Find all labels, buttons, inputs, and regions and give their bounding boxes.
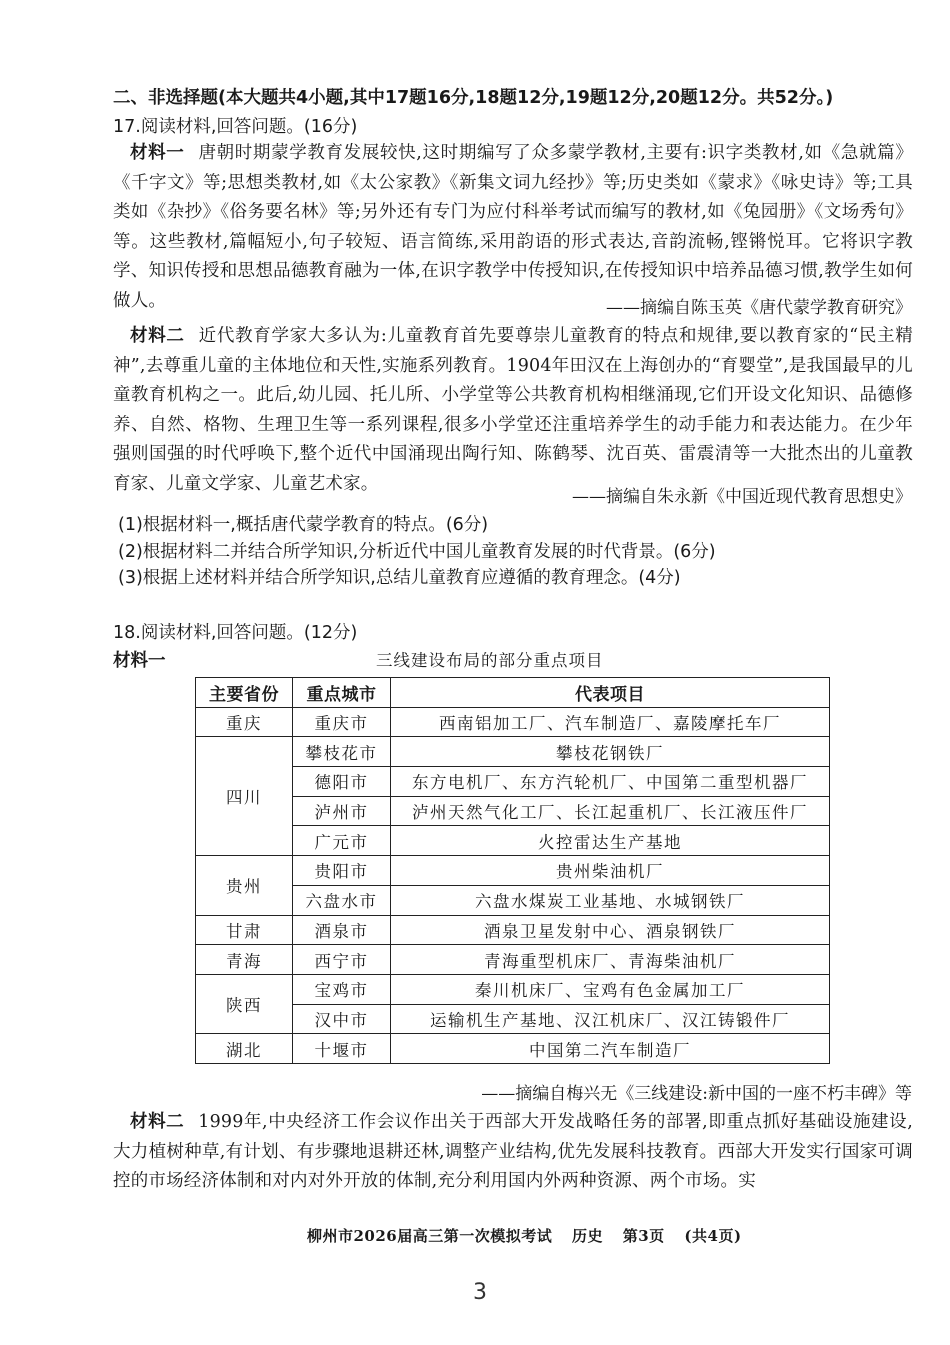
table-caption: 三线建设布局的部分重点项目 [376, 651, 604, 670]
city-cell: 重庆市 [293, 707, 391, 737]
projects-cell: 运输机生产基地、汉江机床厂、汉江铸锻件厂 [391, 1004, 830, 1034]
q17-question-1: (1)根据材料一,概括唐代蒙学教育的特点。(6分) [118, 515, 489, 535]
city-cell: 西宁市 [293, 945, 391, 975]
projects-cell: 西南铝加工厂、汽车制造厂、嘉陵摩托车厂 [391, 707, 830, 737]
q18-material1-source: ——摘编自梅兴无《三线建设:新中国的一座不朽丰碑》等 [481, 1084, 912, 1104]
q17-material2 [113, 322, 913, 499]
table-row [196, 974, 830, 1004]
footer-page: 第3页 [622, 1227, 665, 1245]
q17-question-3: (3)根据上述材料并结合所学知识,总结儿童教育应遵循的教育理念。(4分) [118, 568, 681, 588]
footer-subject: 历史 [571, 1227, 603, 1245]
projects-cell: 贵州柴油机厂 [391, 856, 830, 886]
q17-material2-source: ——摘编自朱永新《中国近现代教育思想史》 [572, 487, 912, 507]
header-city: 重点城市 [293, 678, 391, 708]
city-cell: 酒泉市 [293, 915, 391, 945]
q17-material1-source: ——摘编自陈玉英《唐代蒙学教育研究》 [606, 298, 912, 318]
province-cell: 重庆 [196, 707, 293, 737]
material-label: 材料二 [130, 1112, 185, 1132]
city-cell: 德阳市 [293, 767, 391, 797]
table-row [196, 1034, 830, 1064]
footer-total: (共4页) [684, 1227, 742, 1245]
q17-material1 [113, 139, 913, 316]
material-label: 材料二 [130, 326, 185, 346]
material-label: 材料一 [130, 143, 185, 163]
footer-exam: 柳州市2026届高三第一次模拟考试 [307, 1227, 553, 1245]
projects-table [195, 677, 830, 1064]
city-cell: 贵阳市 [293, 856, 391, 886]
q17-title: 17.阅读材料,回答问题。(16分) [113, 117, 358, 137]
city-cell: 十堰市 [293, 1034, 391, 1064]
page-footer [307, 1225, 756, 1246]
q17-question-2: (2)根据材料二并结合所学知识,分析近代中国儿童教育发展的时代背景。(6分) [118, 542, 716, 562]
projects-cell: 秦川机床厂、宝鸡有色金属加工厂 [391, 974, 830, 1004]
city-cell: 攀枝花市 [293, 737, 391, 767]
province-cell: 贵州 [196, 856, 293, 915]
table-row [196, 707, 830, 737]
city-cell: 汉中市 [293, 1004, 391, 1034]
city-cell: 六盘水市 [293, 885, 391, 915]
material-text: 唐朝时期蒙学教育发展较快,这时期编写了众多蒙学教材,主要有:识字类教材,如《急就篇》《千字文》等;思想类教材,如《太公家教》《新集文词九经抄》等;历史类如《蒙求》《咏史诗》等;工具类如《杂抄》《俗务要名林》等;另外还有专门为应付科举考试而编写的教材,如《兔园册》《文场秀句》等。这些教材,篇幅短小,句子较短、语言简练,采用韵语的形式表达,音韵流畅,铿锵悦耳。它将识字教学、知识传授和思想品德教育融为一体,在识字教学中传授知识,在传授知识中培养品德习惯,教学生如何做人。 [113, 143, 913, 311]
section-header: 二、非选择题(本大题共4小题,其中17题16分,18题12分,19题12分,20题12分。共52分。) [113, 88, 834, 108]
table-row [196, 737, 830, 767]
projects-cell: 东方电机厂、东方汽轮机厂、中国第二重型机器厂 [391, 767, 830, 797]
city-cell: 泸州市 [293, 796, 391, 826]
header-province: 主要省份 [196, 678, 293, 708]
q18-material1-label: 材料一 [113, 651, 166, 671]
material-text: 近代教育学家大多认为:儿童教育首先要尊崇儿童教育的特点和规律,要以教育家的“民主精神”,去尊重儿童的主体地位和天性,实施系列教育。1904年田汉在上海创办的“育婴堂”,是我国最早的儿童教育机构之一。此后,幼儿园、托儿所、小学堂等公共教育机构相继涌现,它们开设文化知识、品德修养、自然、格物、生理卫生等一系列课程,很多小学堂还注重培养学生的动手能力和表达能力。在少年强则国强的时代呼唤下,整个近代中国涌现出陶行知、陈鹤琴、沈百英、雷震清等一大批杰出的儿童教育家、儿童文学家、儿童艺术家。 [113, 326, 913, 494]
province-cell: 甘肃 [196, 915, 293, 945]
province-cell: 湖北 [196, 1034, 293, 1064]
q18-material2 [113, 1108, 913, 1197]
material-text: 1999年,中央经济工作会议作出关于西部大开发战略任务的部署,即重点抓好基础设施建设,大力植树种草,有计划、有步骤地退耕还林,调整产业结构,优先发展科技教育。西部大开发实行国家可调控的市场经济体制和对内对外开放的体制,充分利用国内外两种资源、两个市场。实 [113, 1112, 913, 1191]
table-row [196, 945, 830, 975]
projects-cell: 酒泉卫星发射中心、酒泉钢铁厂 [391, 915, 830, 945]
city-cell: 广元市 [293, 826, 391, 856]
province-cell: 四川 [196, 737, 293, 856]
projects-cell: 青海重型机床厂、青海柴油机厂 [391, 945, 830, 975]
city-cell: 宝鸡市 [293, 974, 391, 1004]
q18-title: 18.阅读材料,回答问题。(12分) [113, 623, 358, 643]
province-cell: 青海 [196, 945, 293, 975]
header-projects: 代表项目 [391, 678, 830, 708]
projects-cell: 六盘水煤炭工业基地、水城钢铁厂 [391, 885, 830, 915]
province-cell: 陕西 [196, 974, 293, 1033]
table-header-row [196, 678, 830, 708]
projects-cell: 攀枝花钢铁厂 [391, 737, 830, 767]
table-row [196, 856, 830, 886]
projects-cell: 中国第二汽车制造厂 [391, 1034, 830, 1064]
projects-cell: 泸州天然气化工厂、长江起重机厂、长江液压件厂 [391, 796, 830, 826]
projects-cell: 火控雷达生产基地 [391, 826, 830, 856]
page-number: 3 [473, 1280, 487, 1305]
table-row [196, 915, 830, 945]
